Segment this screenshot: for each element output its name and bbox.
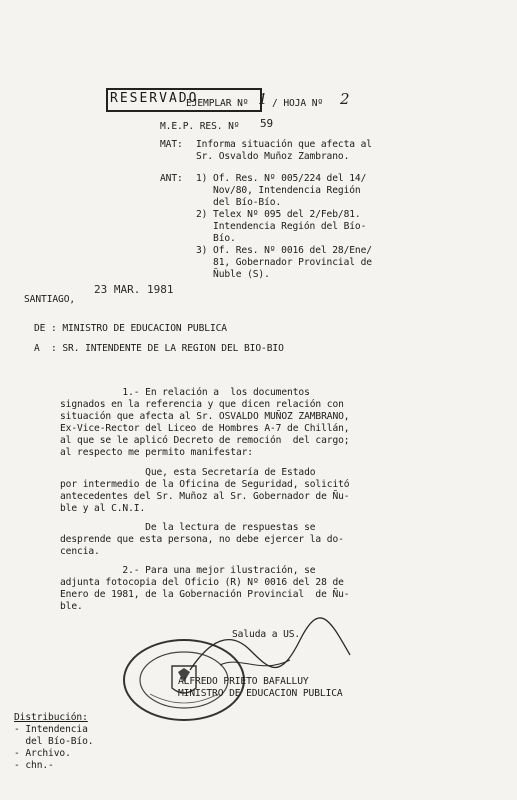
body-line: antecedentes del Sr. Muñoz al Sr. Gobernador de Ñu-	[60, 491, 350, 502]
hoja-number: 2	[340, 90, 350, 108]
reservado-stamp: RESERVADO	[110, 91, 199, 106]
place: SANTIAGO,	[24, 294, 76, 305]
mat-line: Informa situación que afecta al	[196, 139, 372, 150]
ant-line: Nov/80, Intendencia Región	[196, 185, 361, 196]
body-line: al que se le aplicó Decreto de remoción del cargo;	[60, 435, 350, 446]
ant-line: 1) Of. Res. Nº 005/224 del 14/	[196, 173, 367, 184]
hoja-label: / HOJA Nº	[272, 98, 324, 109]
ejemplar-number: 1	[258, 90, 268, 108]
distribution-item: del Bío-Bío.	[14, 736, 94, 747]
ant-line: Ñuble (S).	[196, 269, 270, 280]
ant-line: Intendencia Región del Bío-	[196, 221, 367, 232]
body-line: Enero de 1981, de la Gobernación Provincial de Ñu-	[60, 589, 350, 600]
body-line: 1.- En relación a los documentos	[60, 387, 310, 398]
signatory-name: ALFREDO PRIETO BAFALLUY	[178, 676, 309, 687]
distribution-item: - Archivo.	[14, 748, 71, 759]
body-line: 2.- Para una mejor ilustración, se	[60, 565, 316, 576]
ant-line: del Bío-Bío.	[196, 197, 282, 208]
closing: Saluda a US.	[232, 629, 301, 640]
body-line: ble.	[60, 601, 83, 612]
mep-res-number: 59	[260, 117, 274, 130]
body-line: al respecto me permito manifestar:	[60, 447, 253, 458]
ant-line: Bío.	[196, 233, 236, 244]
body-line: desprende que esta persona, no debe ejercer la do-	[60, 534, 344, 545]
body-line: cencia.	[60, 546, 100, 557]
body-line: adjunta fotocopia del Oficio (R) Nº 0016 del 28 de	[60, 577, 344, 588]
date-stamp: 23 MAR. 1981	[94, 283, 174, 296]
from-line: DE : MINISTRO DE EDUCACION PUBLICA	[34, 323, 227, 334]
body-line: por intermedio de la Oficina de Seguridad, solicitó	[60, 479, 350, 490]
body-line: signados en la referencia y que dicen relación con	[60, 399, 344, 410]
body-line: Que, esta Secretaría de Estado	[60, 467, 316, 478]
distribution-item: - Intendencia	[14, 724, 88, 735]
signatory-title: MINISTRO DE EDUCACION PUBLICA	[178, 688, 343, 699]
ant-line: 2) Telex Nº 095 del 2/Feb/81.	[196, 209, 361, 220]
ejemplar-label: EJEMPLAR Nº	[186, 98, 249, 109]
body-line: situación que afecta al Sr. OSVALDO MUÑOZ ZAMBRANO,	[60, 411, 350, 422]
body-line: ble y al C.N.I.	[60, 503, 146, 514]
ant-line: 3) Of. Res. Nº 0016 del 28/Ene/	[196, 245, 372, 256]
distribution-title: Distribución:	[14, 712, 88, 723]
body-line: Ex-Vice-Rector del Liceo de Hombres A-7 de Chillán,	[60, 423, 350, 434]
mat-line: Sr. Osvaldo Muñoz Zambrano.	[196, 151, 350, 162]
distribution-item: - chn.-	[14, 760, 54, 771]
mat-label: MAT:	[160, 139, 183, 150]
ant-label: ANT:	[160, 173, 183, 184]
to-line: A : SR. INTENDENTE DE LA REGION DEL BIO-BIO	[34, 343, 284, 354]
ant-line: 81, Gobernador Provincial de	[196, 257, 372, 268]
mep-res-label: M.E.P. RES. Nº	[160, 121, 240, 132]
body-line: De la lectura de respuestas se	[60, 522, 316, 533]
